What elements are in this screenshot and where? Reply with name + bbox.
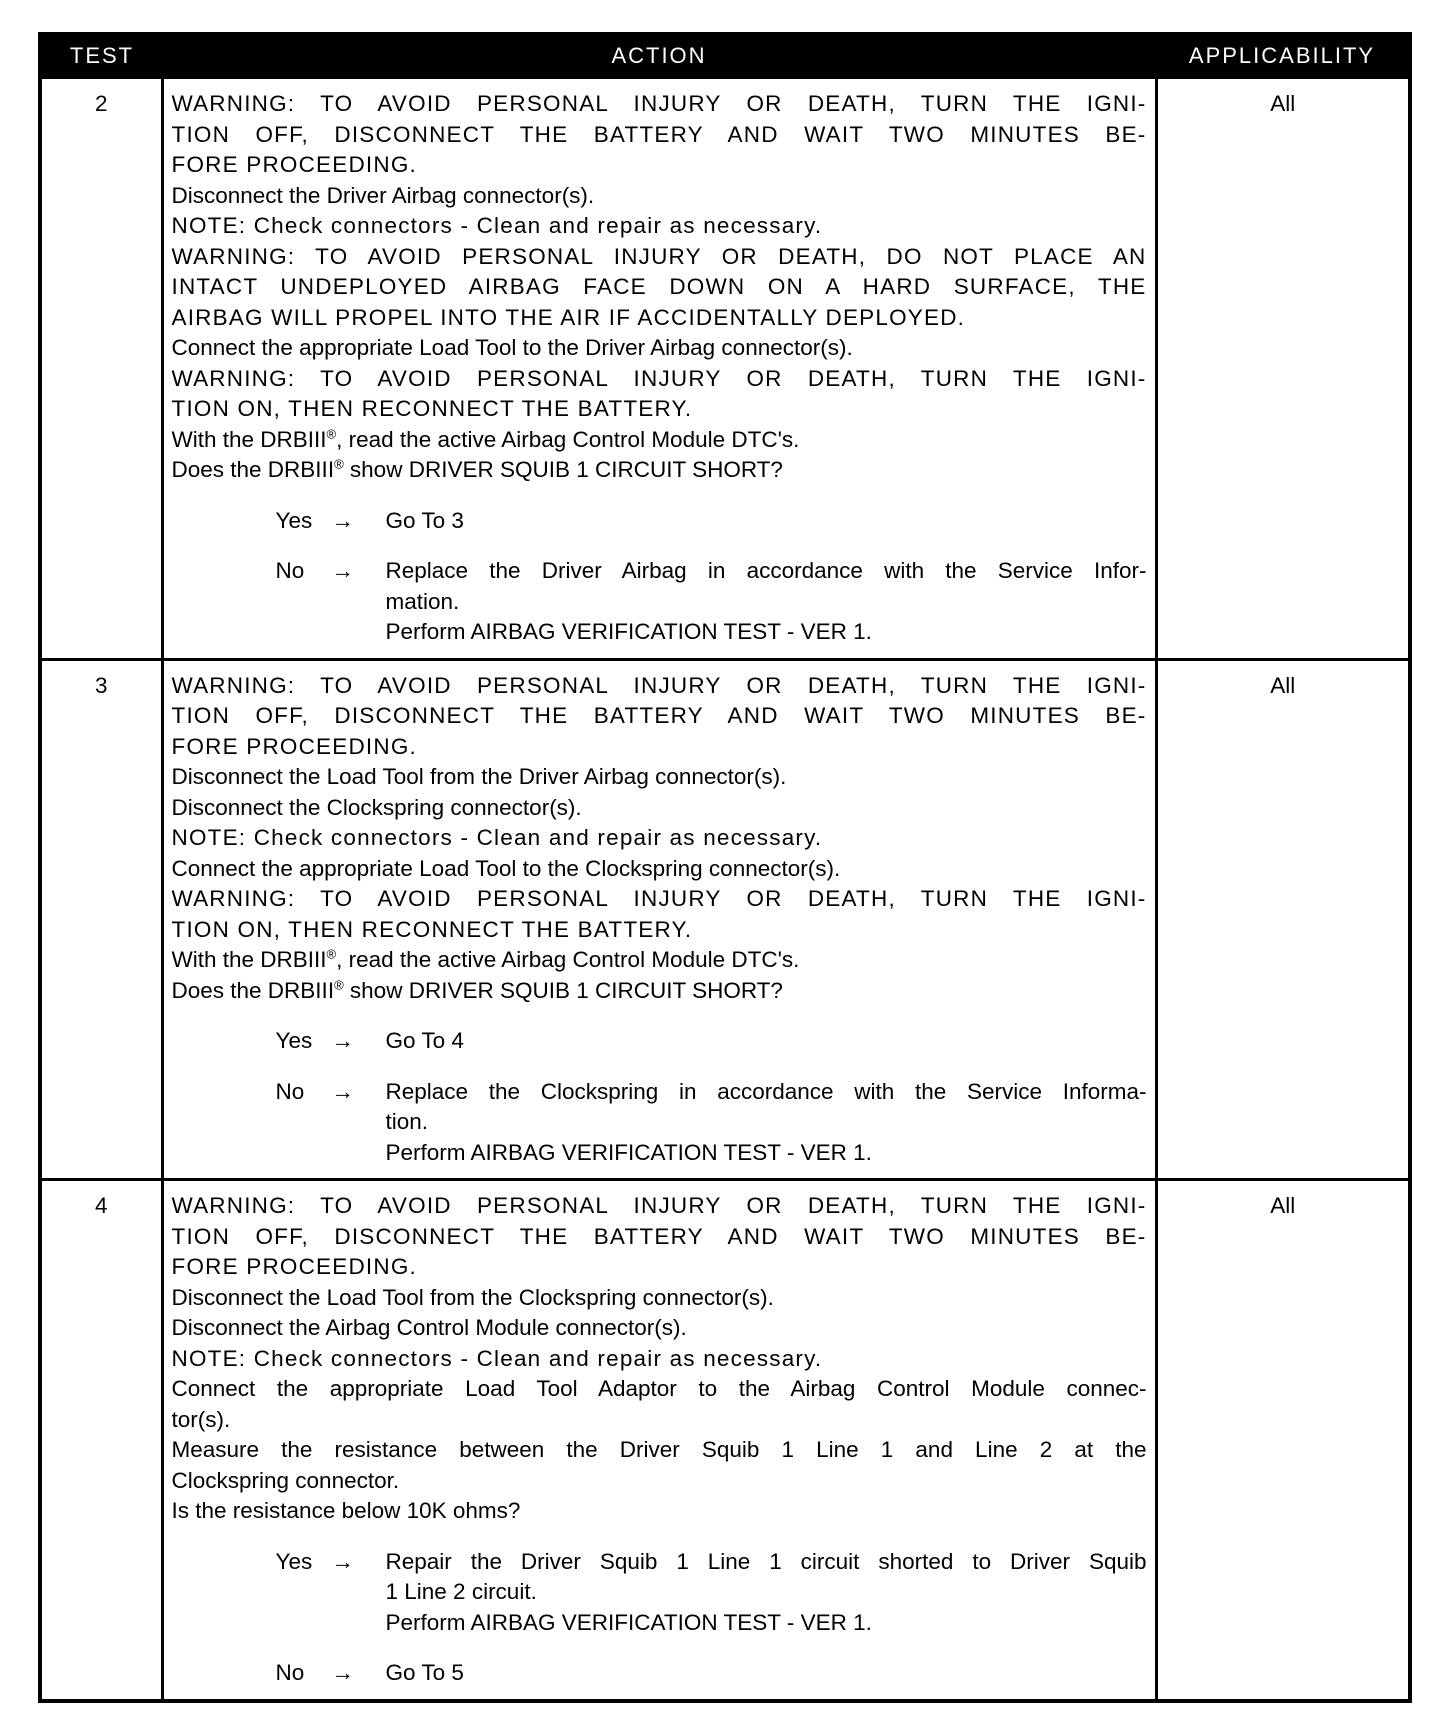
header-test: TEST xyxy=(40,34,162,78)
right-arrow-icon: → xyxy=(331,1548,354,1574)
applicability-value: All xyxy=(1156,78,1410,660)
right-arrow-icon: → xyxy=(331,507,354,533)
right-arrow-icon: → xyxy=(331,1660,354,1685)
branch-text-line: Go To 4 xyxy=(385,1028,464,1053)
branch-text-line: Go To 5 xyxy=(385,1660,464,1685)
action-text-line: Connect the appropriate Load Tool to the Clockspring connector(s). xyxy=(171,855,841,881)
action-text-line: WARNING: TO AVOID PERSONAL INJURY OR DEATH, DO NOT PLACE AN xyxy=(171,243,1147,269)
no-branch xyxy=(172,1658,1147,1689)
action-text-line: FORE PROCEEDING. xyxy=(171,733,417,759)
action-text-line: NOTE: Check connectors - Clean and repair as necessary. xyxy=(171,1345,823,1371)
diagnostic-page xyxy=(38,32,1408,1703)
right-arrow-icon: → xyxy=(331,1078,354,1104)
header-applicability: APPLICABILITY xyxy=(1156,34,1410,78)
action-text-line: Does the DRBIII® show DRIVER SQUIB 1 CIRCUIT SHORT? xyxy=(171,977,783,1003)
action-text-line: With the DRBIII®, read the active Airbag Control Module DTC's. xyxy=(171,426,800,452)
applicability-value: All xyxy=(1156,1180,1410,1701)
action-text-line: Does the DRBIII® show DRIVER SQUIB 1 CIRCUIT SHORT? xyxy=(171,456,783,482)
action-text-line: Disconnect the Load Tool from the Driver Airbag connector(s). xyxy=(171,764,787,789)
action-text-line: WARNING: TO AVOID PERSONAL INJURY OR DEATH, TURN THE IGNI- xyxy=(171,672,1147,698)
branch-text-line: Go To 3 xyxy=(385,507,464,533)
test-number: 2 xyxy=(40,78,162,660)
action-text-line: Disconnect the Clockspring connector(s). xyxy=(171,794,582,820)
test-number: 4 xyxy=(40,1180,162,1701)
branch-text-line: Perform AIRBAG VERIFICATION TEST - VER 1. xyxy=(385,1609,872,1635)
action-text-line: Clockspring connector. xyxy=(171,1467,400,1493)
action-text-line: Connect the appropriate Load Tool to the Driver Airbag connector(s). xyxy=(171,335,853,360)
test-number: 3 xyxy=(40,659,162,1180)
branch-label: No xyxy=(275,558,305,583)
branch-text-line: Perform AIRBAG VERIFICATION TEST - VER 1. xyxy=(385,1139,872,1165)
branch-result xyxy=(386,1026,1147,1057)
action-text-line: Measure the resistance between the Driver Squib 1 Line 1 and Line 2 at the xyxy=(171,1437,1147,1462)
action-text-line: Connect the appropriate Load Tool Adaptor to the Airbag Control Module connec- xyxy=(171,1376,1147,1401)
branch-label: No xyxy=(275,1078,305,1104)
branch-label: No xyxy=(275,1660,305,1685)
action-text-line: FORE PROCEEDING. xyxy=(171,152,417,177)
action-text-line: TION OFF, DISCONNECT THE BATTERY AND WAIT TWO MINUTES BE- xyxy=(171,703,1147,728)
branch-result xyxy=(386,1547,1147,1639)
branch-text-line: tion. xyxy=(385,1109,429,1134)
action-text-line: TION OFF, DISCONNECT THE BATTERY AND WAIT TWO MINUTES BE- xyxy=(171,1223,1147,1249)
branch-text-line: Replace the Driver Airbag in accordance with the Service Infor- xyxy=(385,558,1147,583)
right-arrow-icon: → xyxy=(331,558,354,583)
action-cell xyxy=(162,1180,1156,1701)
no-branch xyxy=(172,556,1147,648)
no-branch xyxy=(172,1077,1147,1169)
action-text-line: Disconnect the Driver Airbag connector(s). xyxy=(171,182,595,208)
action-text-line: Disconnect the Load Tool from the Clockspring connector(s). xyxy=(171,1284,774,1310)
diagnostic-table xyxy=(38,32,1412,1703)
action-text-line: WARNING: TO AVOID PERSONAL INJURY OR DEATH, TURN THE IGNI- xyxy=(171,91,1147,116)
action-text-line: INTACT UNDEPLOYED AIRBAG FACE DOWN ON A HARD SURFACE, THE xyxy=(171,274,1147,299)
branch-label: Yes xyxy=(275,507,313,533)
yes-branch xyxy=(172,1547,1147,1639)
action-cell xyxy=(162,659,1156,1180)
branch-result xyxy=(386,506,1147,537)
table-row xyxy=(40,78,1410,660)
action-text-line: WARNING: TO AVOID PERSONAL INJURY OR DEATH, TURN THE IGNI- xyxy=(171,886,1147,911)
action-text-line: TION ON, THEN RECONNECT THE BATTERY. xyxy=(171,916,693,942)
action-text-line: AIRBAG WILL PROPEL INTO THE AIR IF ACCIDENTALLY DEPLOYED. xyxy=(171,304,966,330)
action-text-line: WARNING: TO AVOID PERSONAL INJURY OR DEATH, TURN THE IGNI- xyxy=(171,1193,1147,1218)
action-text-line: FORE PROCEEDING. xyxy=(171,1254,417,1279)
right-arrow-icon: → xyxy=(331,1028,354,1053)
action-text-line: TION OFF, DISCONNECT THE BATTERY AND WAIT TWO MINUTES BE- xyxy=(171,121,1147,147)
action-text-line: Is the resistance below 10K ohms? xyxy=(171,1498,521,1523)
branch-label: Yes xyxy=(275,1548,313,1574)
yes-branch xyxy=(172,506,1147,537)
branch-result xyxy=(386,1077,1147,1169)
action-text-line: tor(s). xyxy=(171,1406,231,1432)
action-text-line: NOTE: Check connectors - Clean and repair as necessary. xyxy=(171,825,823,850)
action-text-line: Disconnect the Airbag Control Module connector(s). xyxy=(171,1315,687,1340)
header-action: ACTION xyxy=(162,34,1156,78)
branch-text-line: mation. xyxy=(385,588,460,614)
branch-text-line: 1 Line 2 circuit. xyxy=(385,1579,537,1604)
action-text-line: WARNING: TO AVOID PERSONAL INJURY OR DEATH, TURN THE IGNI- xyxy=(171,365,1147,391)
branch-label: Yes xyxy=(275,1028,313,1053)
action-cell xyxy=(162,78,1156,660)
table-body xyxy=(40,78,1410,1701)
table-row xyxy=(40,659,1410,1180)
yes-branch xyxy=(172,1026,1147,1057)
branch-text-line: Repair the Driver Squib 1 Line 1 circuit shorted to Driver Squib xyxy=(385,1548,1147,1574)
branch-result xyxy=(386,1658,1147,1689)
table-header-row xyxy=(40,34,1410,78)
table-row xyxy=(40,1180,1410,1701)
action-text-line: TION ON, THEN RECONNECT THE BATTERY. xyxy=(171,396,693,421)
action-text-line: With the DRBIII®, read the active Airbag Control Module DTC's. xyxy=(171,946,800,972)
action-text-line: NOTE: Check connectors - Clean and repair as necessary. xyxy=(171,213,823,238)
applicability-value: All xyxy=(1156,659,1410,1180)
branch-text-line: Replace the Clockspring in accordance with the Service Informa- xyxy=(385,1078,1147,1104)
branch-text-line: Perform AIRBAG VERIFICATION TEST - VER 1. xyxy=(385,619,872,644)
branch-result xyxy=(386,556,1147,648)
